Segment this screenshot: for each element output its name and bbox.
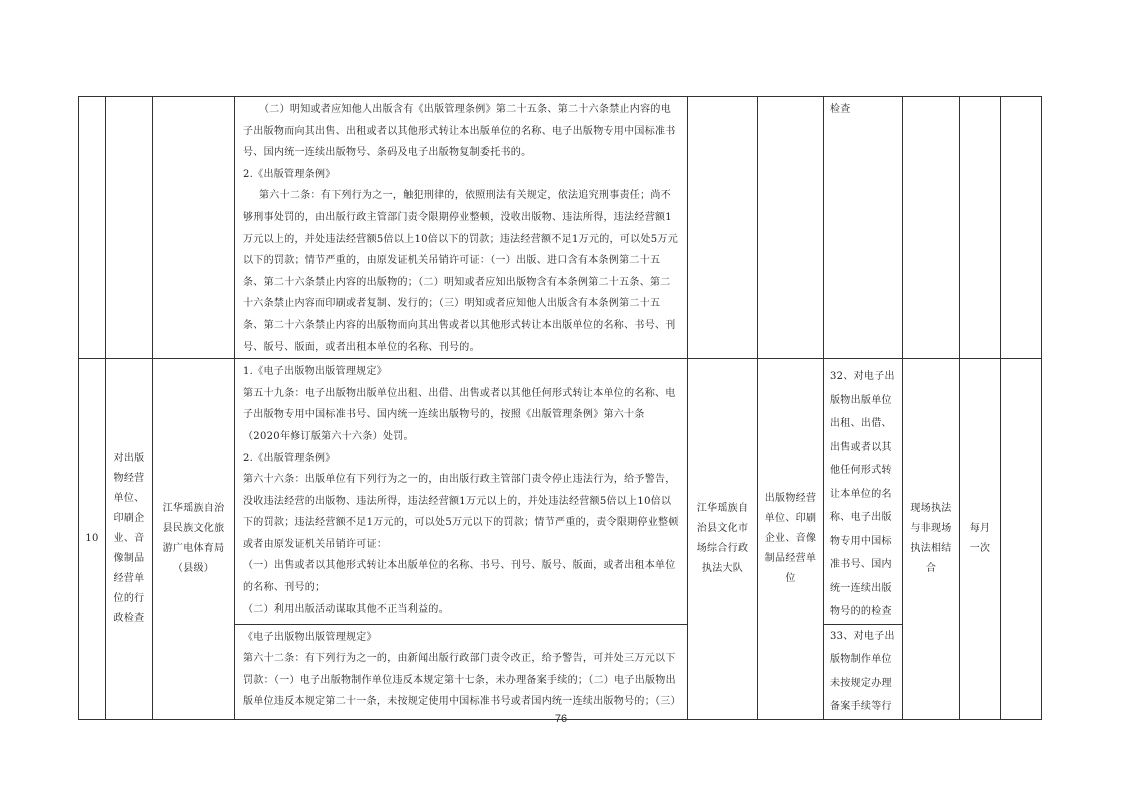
target-cell: 出版物经营单位、印刷企业、音像制品经营单位	[758, 359, 824, 720]
inspection-table	[78, 96, 1042, 720]
inspection-category: 对出版物经营单位、印刷企业、音像制品经营单位的行政检查	[106, 359, 153, 720]
item-text: 33、对电子出版物制作单位未按规定办理备案手续等行	[830, 630, 895, 713]
legal-basis-cell	[235, 359, 688, 625]
table-row	[79, 97, 1042, 359]
method-cell	[903, 97, 960, 359]
page-number: 76	[554, 713, 568, 725]
row-index: 10	[79, 359, 106, 720]
legal-paragraph: 《电子出版物出版管理规定》	[243, 631, 377, 643]
legal-paragraph: 第六十二条：有下列行为之一的，由新闻出版行政部门责令改正，给予警告，可并处三万元以下罚款：（一）电子出版物制作单位违反本规定第十七条，未办理备案手续的；（二）电子出版物出版单位违反本规定第二十一条，未按规定使用中国标准书号或者国内统一连续出版物号的；（三）	[243, 653, 681, 708]
item-text: 32、对电子出版物出版单位出租、出借、出售或者以其他任何形式转让本单位的名称、电子出版物专用中国标准书号、国内统一连续出版物号的的检查	[830, 371, 895, 618]
category-cell	[106, 97, 153, 359]
legal-paragraph: （一）出售或者以其他形式转让本出版单位的名称、书号、刊号、版号、版面，或者出租本单位的名称、刊号的；	[243, 560, 676, 594]
legal-paragraph: 1.《电子出版物出版管理规定》	[243, 366, 388, 378]
item-cell	[824, 97, 903, 359]
legal-paragraph: （二）明知或者应知他人出版含有《出版管理条例》第二十五条、第二十六条禁止内容的电子出版物而向其出售、出租或者以其他形式转让本出版单位的名称、电子出版物专用中国标准书号、国内统一连续出版物号、条码及电子出版物复制委托书的。	[243, 104, 676, 159]
item-cell	[824, 624, 903, 719]
remark-cell	[1001, 97, 1042, 359]
legal-basis-cell	[235, 624, 688, 719]
legal-paragraph: 2.《出版管理条例》	[243, 168, 336, 180]
inspection-frequency: 每月一次	[960, 359, 1001, 720]
remark-cell	[1001, 359, 1042, 720]
table-row	[79, 359, 1042, 625]
executor-cell	[688, 97, 758, 359]
inspection-method: 现场执法与非现场执法相结合	[903, 359, 960, 720]
item-text: 检查	[830, 104, 851, 115]
legal-basis-cell	[235, 97, 688, 359]
item-cell	[824, 359, 903, 625]
legal-paragraph: 第六十六条：出版单位有下列行为之一的，由出版行政主管部门责令停止违法行为，给予警告，没收违法经营的出版物、违法所得，违法经营额1万元以上的，并处违法经营额5倍以上10倍以下的罚款；违法经营额不足1万元的，可以处5万元以下的罚款；情节严重的，责令限期停业整顿或者由原发证机关吊销许可证：	[243, 474, 679, 550]
frequency-cell	[960, 97, 1001, 359]
legal-paragraph: 第五十九条：电子出版物出版单位出租、出借、出售或者以其他任何形式转让本单位的名称、电子出版物专用中国标准书号、国内统一连续出版物号的，按照《出版管理条例》第六十条（2020年修订版第六十六条）处罚。	[243, 387, 676, 442]
index-cell	[79, 97, 106, 359]
legal-paragraph: 第六十二条：有下列行为之一，触犯刑律的，依照刑法有关规定，依法追究刑事责任；尚不够刑事处罚的，由出版行政主管部门责令限期停业整顿，没收出版物、违法所得，违法经营额1万元以上的，并处违法经营额5倍以上10倍以下的罚款；违法经营额不足1万元的，可以处5万元以下的罚款；情节严重的，由原发证机关吊销许可证：（一）出版、进口含有本条例第二十五条、第二十六条禁止内容的出版物的；（二）明知或者应知出版物含有本条例第二十五条、第二十六条禁止内容而印刷或者复制、发行的；（三）明知或者应知他人出版含有本条例第二十五条、第二十六条禁止内容的出版物而向其出售或者以其他形式转让本出版单位的名称、书号、刊号、版号、版面，或者出租本单位的名称、刊号的。	[243, 190, 679, 353]
implementing-authority: 江华瑶族自治县民族文化旅游广电体育局（县级）	[153, 359, 235, 720]
legal-paragraph: （二）利用出版活动谋取其他不正当利益的。	[243, 603, 449, 615]
executor-cell: 江华瑶族自治县文化市场综合行政执法大队	[688, 359, 758, 720]
target-cell	[758, 97, 824, 359]
authority-cell	[153, 97, 235, 359]
legal-paragraph: 2.《出版管理条例》	[243, 452, 336, 464]
